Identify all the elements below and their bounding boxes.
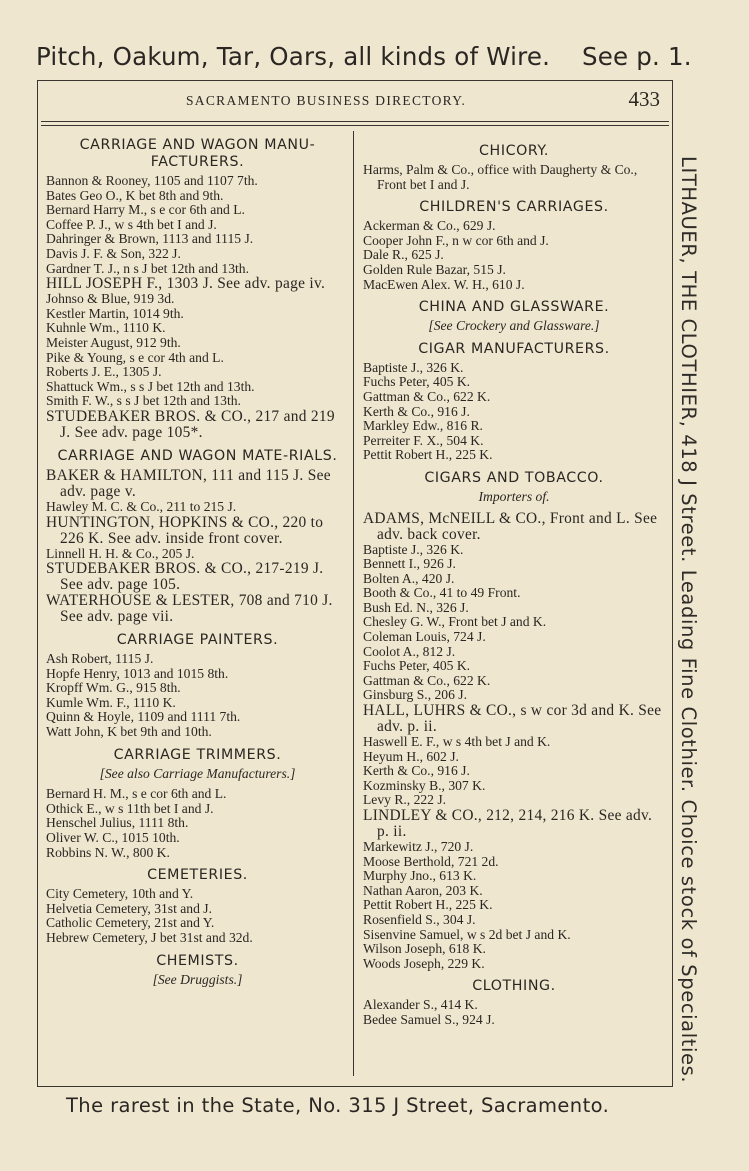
column-divider	[353, 131, 354, 1076]
listing-entry: Harms, Palm & Co., office with Daugherty & Co., Front bet I and J.	[363, 162, 638, 192]
listing-entry: Henschel Julius, 1111 8th.	[46, 815, 189, 831]
listing-entry: City Cemetery, 10th and Y.	[46, 886, 194, 902]
listing-entry: Helvetia Cemetery, 31st and J.	[46, 900, 212, 916]
section-clothing	[363, 978, 665, 1027]
header-rule-top	[41, 121, 669, 122]
section-cemeteries	[46, 867, 349, 945]
listing-entry: Bedee Samuel S., 924 J.	[363, 1011, 495, 1027]
directory-page-frame	[37, 80, 673, 1087]
section-carriage-wagon-manufacturers	[46, 137, 349, 441]
listing-entry: Ginsburg S., 206 J.	[363, 687, 467, 703]
listing-entry: Coleman Louis, 724 J.	[363, 629, 486, 645]
cross-reference-note: [See also Carriage Manufacturers.]	[99, 765, 296, 781]
section-heading: CEMETERIES.	[147, 867, 248, 884]
listing-entry: Levy R., 222 J.	[363, 792, 447, 808]
listing-entry: Heyum H., 602 J.	[363, 748, 459, 764]
header-title: SACRAMENTO BUSINESS DIRECTORY.	[186, 93, 467, 108]
listing-entry: Bannon & Rooney, 1105 and 1107 7th.	[46, 173, 258, 188]
section-heading: CARRIAGE PAINTERS.	[116, 632, 279, 649]
listing-entry: Catholic Cemetery, 21st and Y.	[46, 915, 215, 931]
listing-entry: Murphy Jno., 613 K.	[363, 868, 477, 884]
listing-entry: Fuchs Peter, 405 K.	[363, 374, 471, 390]
listing-entry: Woods Joseph, 229 K.	[363, 955, 485, 971]
listing-entry: Bernard H. M., s e cor 6th and L.	[46, 786, 227, 802]
listing-entry: Markewitz J., 720 J.	[363, 839, 474, 854]
listing-entry-featured: HILL JOSEPH F., 1303 J. See adv. page iv.	[46, 275, 326, 293]
top-banner-text: Pitch, Oakum, Tar, Oars, all kinds of Wire.	[36, 42, 551, 71]
listing-entry: Dahringer & Brown, 1113 and 1115 J.	[46, 231, 254, 247]
listing-entry: Kumle Wm. F., 1110 K.	[46, 694, 176, 710]
section-heading: CIGAR MANUFACTURERS.	[418, 340, 610, 357]
left-column	[46, 137, 349, 993]
listing-entry: Shattuck Wm., s s J bet 12th and 13th.	[46, 378, 255, 394]
right-column	[363, 137, 665, 1028]
listing-entry-featured: STUDEBAKER BROS. & CO., 217-219 J. See adv. page 105.	[46, 560, 324, 594]
listing-entry: Robbins N. W., 800 K.	[46, 844, 170, 860]
section-chicory	[363, 143, 665, 192]
listing-entry: Watt John, K bet 9th and 10th.	[46, 724, 212, 740]
section-heading: CIGARS AND TOBACCO.	[424, 469, 604, 486]
section-china-glassware	[363, 299, 665, 334]
listing-entry: Ash Robert, 1115 J.	[46, 651, 154, 667]
section-carriage-painters	[46, 632, 349, 740]
listing-entry: Kropff Wm. G., 915 8th.	[46, 680, 181, 696]
listing-entry: Bennett I., 926 J.	[363, 556, 456, 572]
listing-entry: Johnso & Blue, 919 3d.	[46, 291, 175, 307]
listing-entry: Pettit Robert H., 225 K.	[363, 897, 493, 913]
section-carriage-trimmers	[46, 747, 349, 861]
listing-entry: Ackerman & Co., 629 J.	[363, 218, 496, 234]
listing-entry-featured: LINDLEY & CO., 212, 214, 216 K. See adv. p. ii.	[363, 807, 653, 840]
listing-entry: Hawley M. C. & Co., 211 to 215 J.	[46, 498, 237, 514]
listing-entry-featured: ADAMS, McNEILL & CO., Front and L. See adv. back cover.	[363, 509, 658, 543]
section-chemists	[46, 953, 349, 988]
listing-entry: Kestler Martin, 1014 9th.	[46, 305, 184, 321]
listing-entry: Roberts J. E., 1305 J.	[46, 364, 162, 380]
listing-entry: Bates Geo O., K bet 8th and 9th.	[46, 187, 224, 203]
listing-entry: Kerth & Co., 916 J.	[363, 763, 470, 779]
section-heading: CARRIAGE AND WAGON MATE-RIALS.	[57, 447, 338, 464]
section-subheading: Importers of.	[478, 488, 550, 504]
listing-entry: Moose Berthold, 721 2d.	[363, 853, 499, 869]
listing-entry: Chesley G. W., Front bet J and K.	[363, 614, 547, 630]
section-heading: CHICORY.	[479, 143, 549, 159]
listing-entry: Cooper John F., n w cor 6th and J.	[363, 232, 549, 248]
listing-entry: Booth & Co., 41 to 49 Front.	[363, 585, 521, 601]
listing-entry: Smith F. W., s s J bet 12th and 13th.	[46, 393, 241, 409]
listing-entry: Alexander S., 414 K.	[363, 997, 478, 1013]
listing-entry: Kuhnle Wm., 1110 K.	[46, 320, 166, 336]
listing-entry: Davis J. F. & Son, 322 J.	[46, 245, 181, 261]
listing-entry: Nathan Aaron, 203 K.	[363, 882, 483, 898]
listing-entry: Baptiste J., 326 K.	[363, 541, 464, 557]
header-rule-bottom	[41, 125, 669, 126]
side-banner-text: LITHAUER, THE CLOTHIER, 418 J Street. Leading Fine Clothier. Choice stock of Specialties.	[677, 156, 700, 1084]
listing-entry-featured: STUDEBAKER BROS. & CO., 217 and 219 J. See adv. page 105*.	[46, 407, 335, 441]
page-number: 433	[628, 87, 660, 111]
listing-entry: Coolot A., 812 J.	[363, 643, 456, 659]
listing-entry: Othick E., w s 11th bet I and J.	[46, 800, 214, 816]
listing-entry: Linnell H. H. & Co., 205 J.	[46, 545, 195, 561]
listing-entry: Pike & Young, s e cor 4th and L.	[46, 349, 224, 365]
listing-entry: Wilson Joseph, 618 K.	[363, 941, 486, 957]
bottom-advertisement-banner: The rarest in the State, No. 315 J Street, Sacramento.	[66, 1094, 610, 1117]
listing-entry: Gardner T. J., n s J bet 12th and 13th.	[46, 260, 249, 276]
listing-entry: Haswell E. F., w s 4th bet J and K.	[363, 734, 551, 750]
listing-entry: Pettit Robert H., 225 K.	[363, 447, 493, 463]
top-banner-page-ref: See p. 1.	[582, 42, 692, 71]
top-advertisement-banner	[36, 42, 692, 71]
running-header	[38, 81, 672, 117]
listing-entry: Bernard Harry M., s e cor 6th and L.	[46, 202, 245, 218]
section-carriage-wagon-materials	[46, 448, 349, 625]
listing-entry: Fuchs Peter, 405 K.	[363, 658, 471, 674]
listing-entry: Dale R., 625 J.	[363, 247, 444, 263]
listing-entry: Gattman & Co., 622 K.	[363, 388, 491, 404]
listing-entry: Baptiste J., 326 K.	[363, 359, 464, 375]
cross-reference-note: [See Crockery and Glassware.]	[428, 318, 600, 334]
listing-entry: Meister August, 912 9th.	[46, 334, 181, 350]
listing-entry: Rosenfield S., 304 J.	[363, 911, 476, 927]
section-heading: CHILDREN'S CARRIAGES.	[419, 199, 609, 216]
section-heading: CHINA AND GLASSWARE.	[418, 299, 610, 316]
listing-entry: Bolten A., 420 J.	[363, 570, 455, 586]
listing-entry: Golden Rule Bazar, 515 J.	[363, 261, 506, 277]
listing-entry-featured: BAKER & HAMILTON, 111 and 115 J. See adv. page v.	[46, 466, 331, 500]
section-heading: CLOTHING.	[472, 978, 556, 995]
listing-entry-featured: HUNTINGTON, HOPKINS & CO., 220 to 226 K. See adv. inside front cover.	[46, 513, 324, 547]
listing-entry: Hopfe Henry, 1013 and 1015 8th.	[46, 665, 229, 681]
section-cigar-manufacturers	[363, 341, 665, 463]
listing-entry: Bush Ed. N., 326 J.	[363, 599, 469, 615]
listing-entry-featured: WATERHOUSE & LESTER, 708 and 710 J. See adv. page vii.	[46, 592, 333, 626]
section-heading: CARRIAGE TRIMMERS.	[113, 746, 282, 763]
listing-entry: Perreiter F. X., 504 K.	[363, 432, 484, 448]
listing-entry: Sisenvine Samuel, w s 2d bet J and K.	[363, 926, 571, 942]
listing-entry: Gattman & Co., 622 K.	[363, 672, 491, 688]
section-cigars-tobacco	[363, 470, 665, 971]
cross-reference-note: [See Druggists.]	[152, 971, 243, 987]
listing-entry: Hebrew Cemetery, J bet 31st and 32d.	[46, 930, 253, 945]
listing-entry: MacEwen Alex. W. H., 610 J.	[363, 276, 525, 292]
listing-entry: Oliver W. C., 1015 10th.	[46, 830, 180, 846]
side-advertisement-banner	[677, 156, 704, 1084]
listing-entry-featured: HALL, LUHRS & CO., s w cor 3d and K. See adv. p. ii.	[363, 702, 662, 736]
section-heading: CHEMISTS.	[156, 952, 239, 969]
section-childrens-carriages	[363, 199, 665, 292]
listing-entry: Kozminsky B., 307 K.	[363, 777, 486, 793]
listing-entry: Markley Edw., 816 R.	[363, 418, 483, 434]
listing-entry: Kerth & Co., 916 J.	[363, 403, 470, 419]
listing-entry: Quinn & Hoyle, 1109 and 1111 7th.	[46, 709, 241, 725]
section-heading: CARRIAGE AND WAGON MANU-FACTURERS.	[79, 137, 316, 170]
listing-entry: Coffee P. J., w s 4th bet I and J.	[46, 216, 217, 232]
